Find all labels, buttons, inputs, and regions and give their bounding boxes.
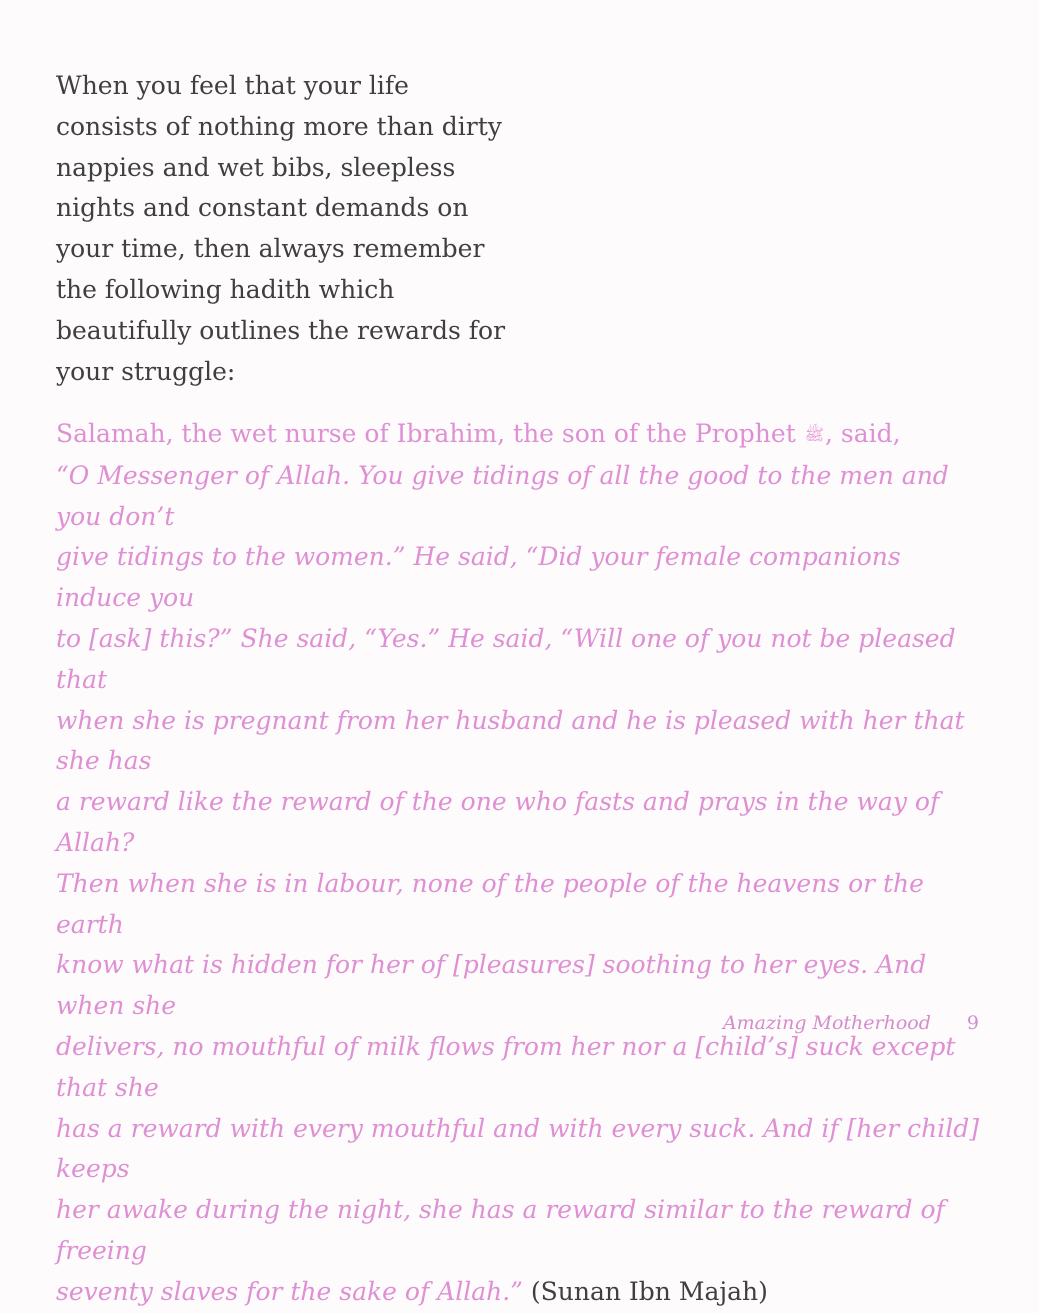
hadith-paragraph: [56, 414, 991, 1313]
salawat-honorific-icon: ﷺ: [804, 425, 825, 444]
hadith-quote-line: to [ask] this?” She said, “Yes.” He said, “Will one of you not be pleased that: [56, 623, 956, 694]
intro-line: beautifully outlines the rewards for: [56, 315, 506, 345]
page-footer: [723, 1012, 979, 1034]
book-title: Amazing Motherhood: [722, 1012, 931, 1034]
hadith-quote-line: has a reward with every mouthful and with every suck. And if [her child] keeps: [56, 1113, 979, 1184]
page-number: 9: [966, 1012, 979, 1034]
hadith-quote-line: her awake during the night, she has a reward similar to the reward of freeing: [56, 1195, 945, 1265]
intro-line: the following hadith which: [56, 274, 395, 304]
hadith-quote-line: “O Messenger of Allah. You give tidings of all the good to the men and you don’t: [56, 460, 949, 531]
hadith-quote-line: give tidings to the women.” He said, “Did your female companions induce you: [56, 542, 901, 613]
hadith-said: , said,: [825, 419, 901, 448]
intro-line: nights and constant demands on: [56, 193, 469, 223]
intro-line: nappies and wet bibs, sleepless: [56, 152, 456, 182]
hadith-quote-line: when she is pregnant from her husband and he is pleased with her that she has: [56, 705, 965, 776]
intro-line: consists of nothing more than dirty: [56, 111, 502, 141]
intro-line: your struggle:: [56, 356, 236, 386]
intro-line: When you feel that your life: [56, 71, 409, 100]
hadith-quote-line: a reward like the reward of the one who fasts and prays in the way of Allah?: [56, 787, 940, 857]
hadith-narrator: Salamah, the wet nurse of Ibrahim, the son of the Prophet: [56, 419, 804, 448]
hadith-quote-line: Then when she is in labour, none of the people of the heavens or the earth: [56, 868, 924, 939]
hadith-source: (Sunan Ibn Majah): [522, 1276, 768, 1306]
hadith-quote-line: know what is hidden for her of [pleasures] soothing to her eyes. And when she: [56, 950, 927, 1021]
hadith-quote-line: seventy slaves for the sake of Allah.”: [56, 1276, 523, 1306]
hadith-quote-line: delivers, no mouthful of milk flows from her nor a [child’s] suck except that she: [56, 1031, 956, 1102]
intro-line: your time, then always remember: [56, 234, 485, 264]
intro-paragraph: [56, 66, 526, 392]
